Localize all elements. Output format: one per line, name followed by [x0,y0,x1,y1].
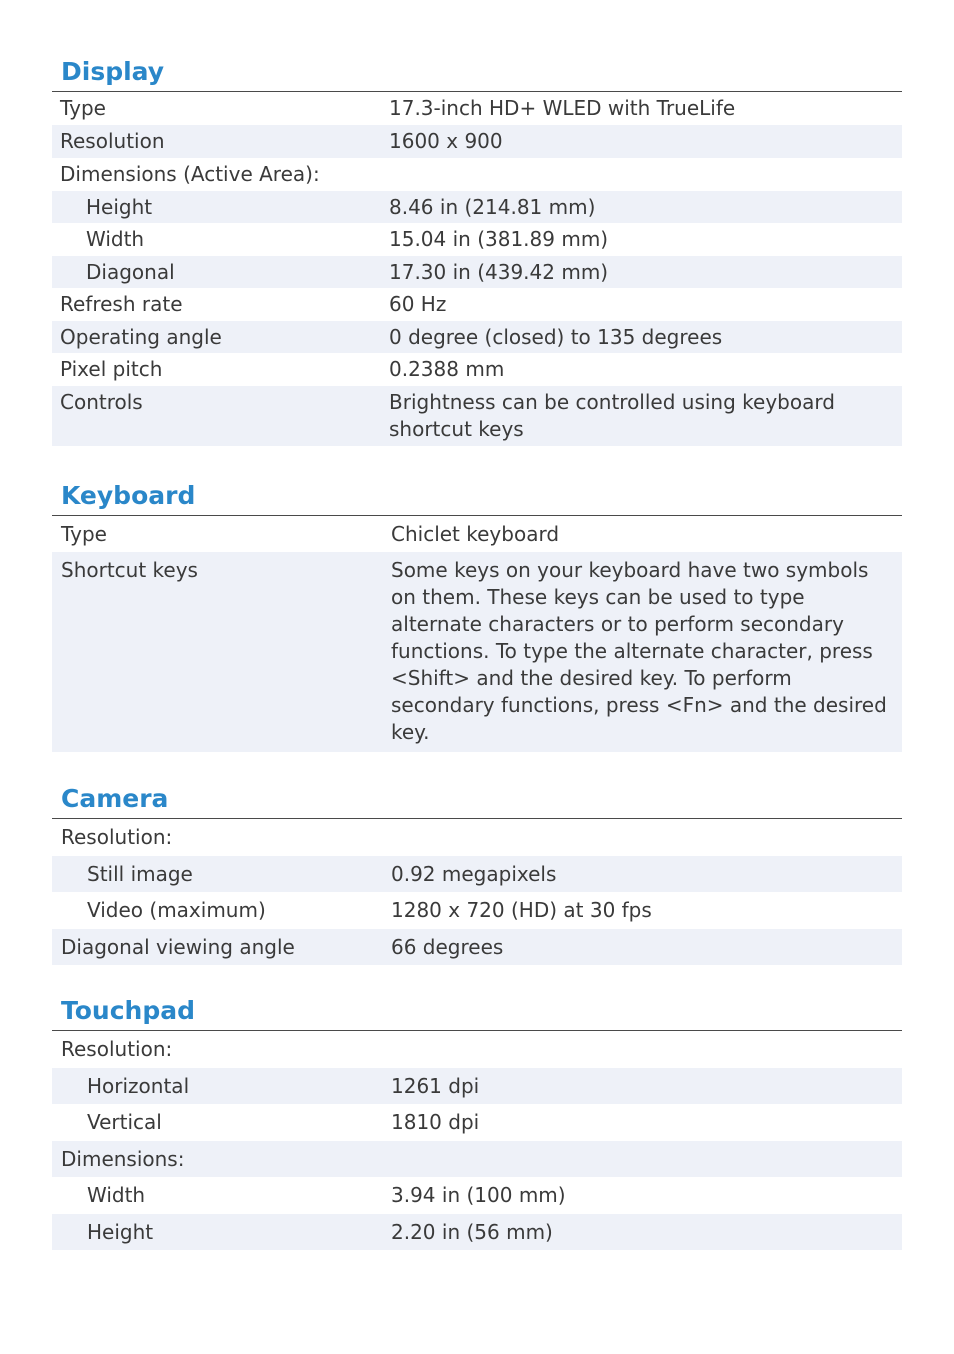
touchpad-title: Touchpad [61,996,195,1025]
row-value: 0.92 megapixels [391,861,557,886]
row-value: 15.04 in (381.89 mm) [389,227,609,251]
row-value: 1280 x 720 (HD) at 30 fps [391,898,652,922]
row-value: Some keys on your keyboard have two symbols on them. These keys can be used to type alternate characters or to perform secondary functions. To type the alternate character, press <Shift> and the desired key. To perform secondary functions, press <Fn> and the desired key. [391,558,887,744]
table-row [52,191,902,223]
table-row [52,1068,902,1104]
row-value: 60 Hz [389,292,447,316]
row-value: 17.3-inch HD+ WLED with TrueLife [389,96,736,120]
display-title: Display [61,57,165,86]
table-row [52,1214,902,1250]
row-label: Dimensions: [61,1146,185,1171]
row-label: Type [60,96,106,120]
row-label: Diagonal [86,259,175,284]
table-row [52,158,902,191]
table-row [52,516,902,552]
row-label: Resolution [60,129,165,153]
keyboard-section [52,480,902,752]
row-value: 1261 dpi [391,1073,480,1098]
row-label: Width [87,1183,146,1207]
table-row [52,386,902,446]
row-value: Brightness can be controlled using keyboard shortcut keys [389,390,835,441]
row-value: 0 degree (closed) to 135 degrees [389,324,723,349]
table-row [52,288,902,321]
row-value: 0.2388 mm [389,357,505,381]
row-label: Vertical [87,1110,162,1134]
row-label: Type [61,521,107,546]
row-label: Dimensions (Active Area): [60,162,320,186]
row-label: Refresh rate [60,292,183,316]
row-value: 8.46 in (214.81 mm) [389,194,596,219]
row-label: Horizontal [87,1073,190,1098]
row-label: Pixel pitch [60,357,163,381]
row-label: Controls [60,390,143,414]
row-label: Height [87,1219,154,1244]
table-row [52,92,902,125]
table-row [52,856,902,892]
row-label: Video (maximum) [87,898,266,922]
table-row [52,256,902,288]
row-value: 1810 dpi [391,1110,480,1134]
row-label: Resolution: [61,1037,173,1061]
row-label: Width [86,227,145,251]
table-row [52,552,902,752]
table-row [52,892,902,929]
row-value: 66 degrees [391,934,504,959]
row-value: 3.94 in (100 mm) [391,1183,566,1207]
row-label: Height [86,194,153,219]
table-row [52,321,902,353]
row-label: Resolution: [61,825,173,849]
table-row [52,353,902,386]
row-value: Chiclet keyboard [391,521,560,546]
table-row [52,125,902,158]
table-row [52,929,902,965]
table-row [52,1104,902,1141]
row-value: 17.30 in (439.42 mm) [389,259,609,284]
row-label: Diagonal viewing angle [61,934,295,959]
camera-title: Camera [61,784,169,813]
touchpad-section [52,995,902,1250]
table-row [52,1031,902,1068]
row-label: Shortcut keys [61,558,198,582]
row-label: Operating angle [60,324,222,349]
row-value: 1600 x 900 [389,129,503,153]
row-value: 2.20 in (56 mm) [391,1219,553,1244]
table-row [52,1177,902,1214]
table-row [52,819,902,856]
table-row [52,223,902,256]
camera-section [52,783,902,965]
row-label: Still image [87,861,193,886]
keyboard-title: Keyboard [61,481,196,510]
display-section [52,56,902,446]
table-row [52,1141,902,1177]
